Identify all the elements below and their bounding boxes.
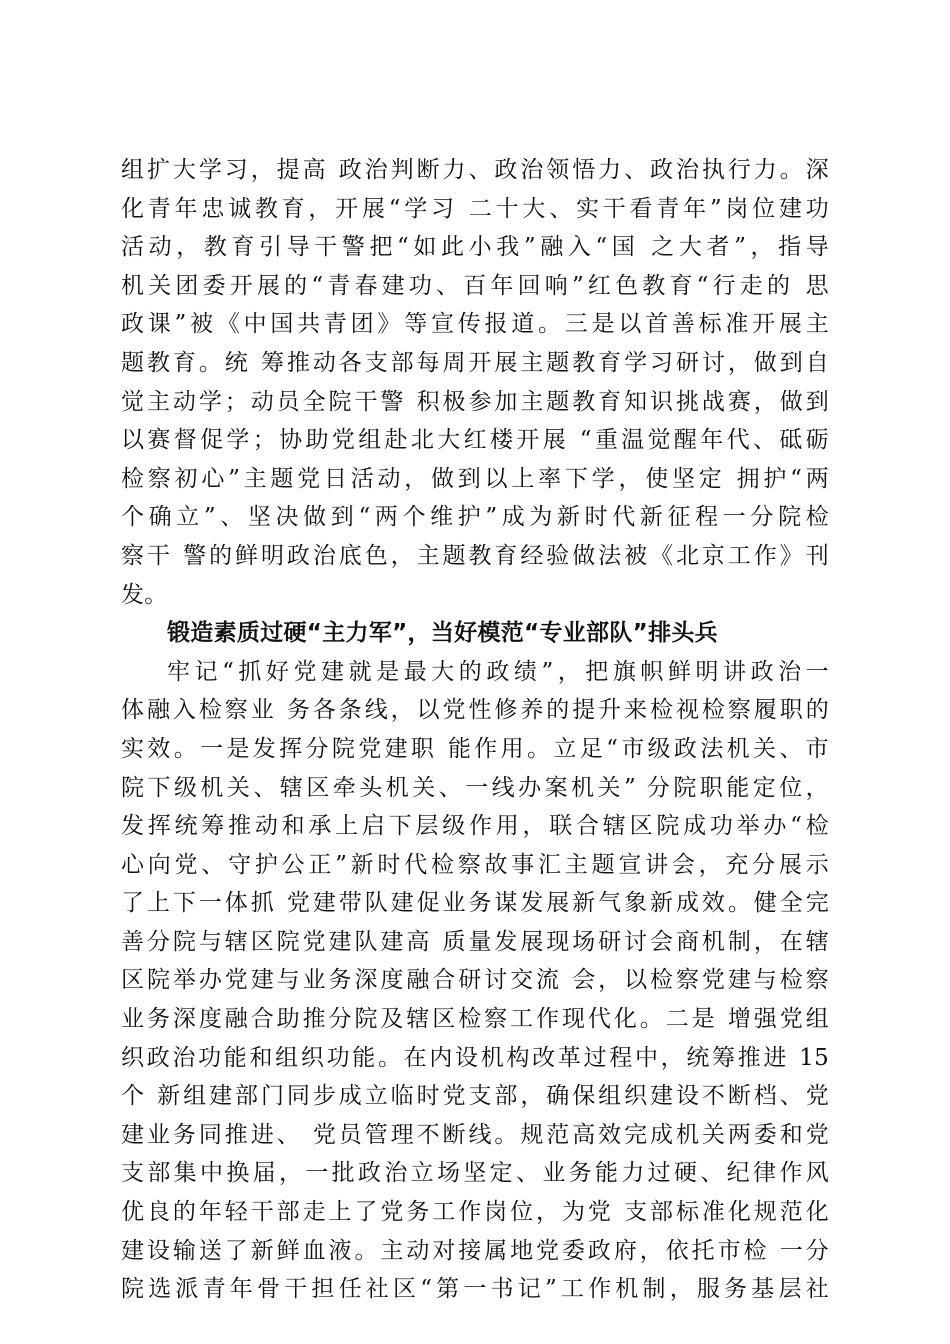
text-line: 区院举办党建与业务深度融合研讨交流 会，以检察党建与检察	[121, 967, 829, 994]
text-line: 个确立”、坚决做到“两个维护”成为新时代新征程一分院检	[121, 504, 829, 531]
text-line: 体融入检察业 务各条线，以党性修养的提升来检视检察履职的	[121, 697, 829, 724]
text-line: 以赛督促学；协助党组赴北大红楼开展 “重温觉醒年代、砥砺	[121, 427, 829, 454]
text-line: 政课”被《中国共青团》等宣传报道。三是以首善标准开展主	[121, 311, 829, 338]
text-line: 发挥统筹推动和承上启下层级作用，联合辖区院成功举办“检	[121, 813, 829, 840]
text-line: 察干 警的鲜明政治底色，主题教育经验做法被《北京工作》刊	[121, 542, 829, 569]
text-line: 建业务同推进、 党员管理不断线。规范高效完成机关两委和党	[121, 1121, 829, 1148]
text-line: 建设输送了新鲜血液。主动对接属地党委政府，依托市检 一分	[121, 1237, 829, 1264]
text-line: 院下级机关、辖区牵头机关、一线办案机关” 分院职能定位，	[121, 774, 829, 801]
text-line: 善分院与辖区院党建队建高 质量发展现场研讨会商机制，在辖	[121, 928, 829, 955]
text-line: 组扩大学习，提高 政治判断力、政治领悟力、政治执行力。深	[121, 157, 829, 183]
text-line: 实效。一是发挥分院党建职 能作用。立足“市级政法机关、市	[121, 735, 829, 762]
text-line: 织政治功能和组织功能。在内设机构改革过程中，统筹推进 15	[121, 1044, 829, 1071]
text-line: 题教育。统 筹推动各支部每周开展主题教育学习研讨，做到自	[121, 349, 829, 376]
text-line: 业务深度融合助推分院及辖区检察工作现代化。二是 增强党组	[121, 1006, 829, 1033]
text-line: 优良的年轻干部走上了党务工作岗位，为党 支部标准化规范化	[121, 1199, 829, 1226]
text-line: 支部集中换届，一批政治立场坚定、业务能力过硬、纪律作风	[121, 1160, 829, 1187]
body-text	[121, 151, 829, 1309]
text-line: 活动，教育引导干警把“如此小我”融入“国 之大者”，指导	[121, 234, 829, 261]
text-line: 检察初心”主题党日活动，做到以上率下学，使坚定 拥护“两	[121, 465, 829, 492]
text-line: 个 新组建部门同步成立临时党支部，确保组织建设不断档、党	[121, 1083, 829, 1110]
text-line: 心向党、守护公正”新时代检察故事汇主题宣讲会，充分展示	[121, 851, 829, 878]
text-line: 牢记“抓好党建就是最大的政绩”，把旗帜鲜明讲政治一	[167, 658, 829, 685]
text-line: 发。	[121, 581, 168, 608]
text-line: 了上下一体抓 党建带队建促业务谋发展新气象新成效。健全完	[121, 890, 829, 917]
text-line: 机关团委开展的“青春建功、百年回响”红色教育“行走的 思	[121, 272, 829, 299]
section-heading: 锻造素质过硬“主力军”，当好模范“专业部队”排头兵	[167, 620, 718, 647]
text-line: 院选派青年骨干担任社区“第一书记”工作机制，服务基层社	[121, 1276, 829, 1303]
text-line: 化青年忠诚教育，开展“学习 二十大、实干看青年”岗位建功	[121, 195, 829, 222]
text-line: 觉主动学；动员全院干警 积极参加主题教育知识挑战赛，做到	[121, 388, 829, 415]
